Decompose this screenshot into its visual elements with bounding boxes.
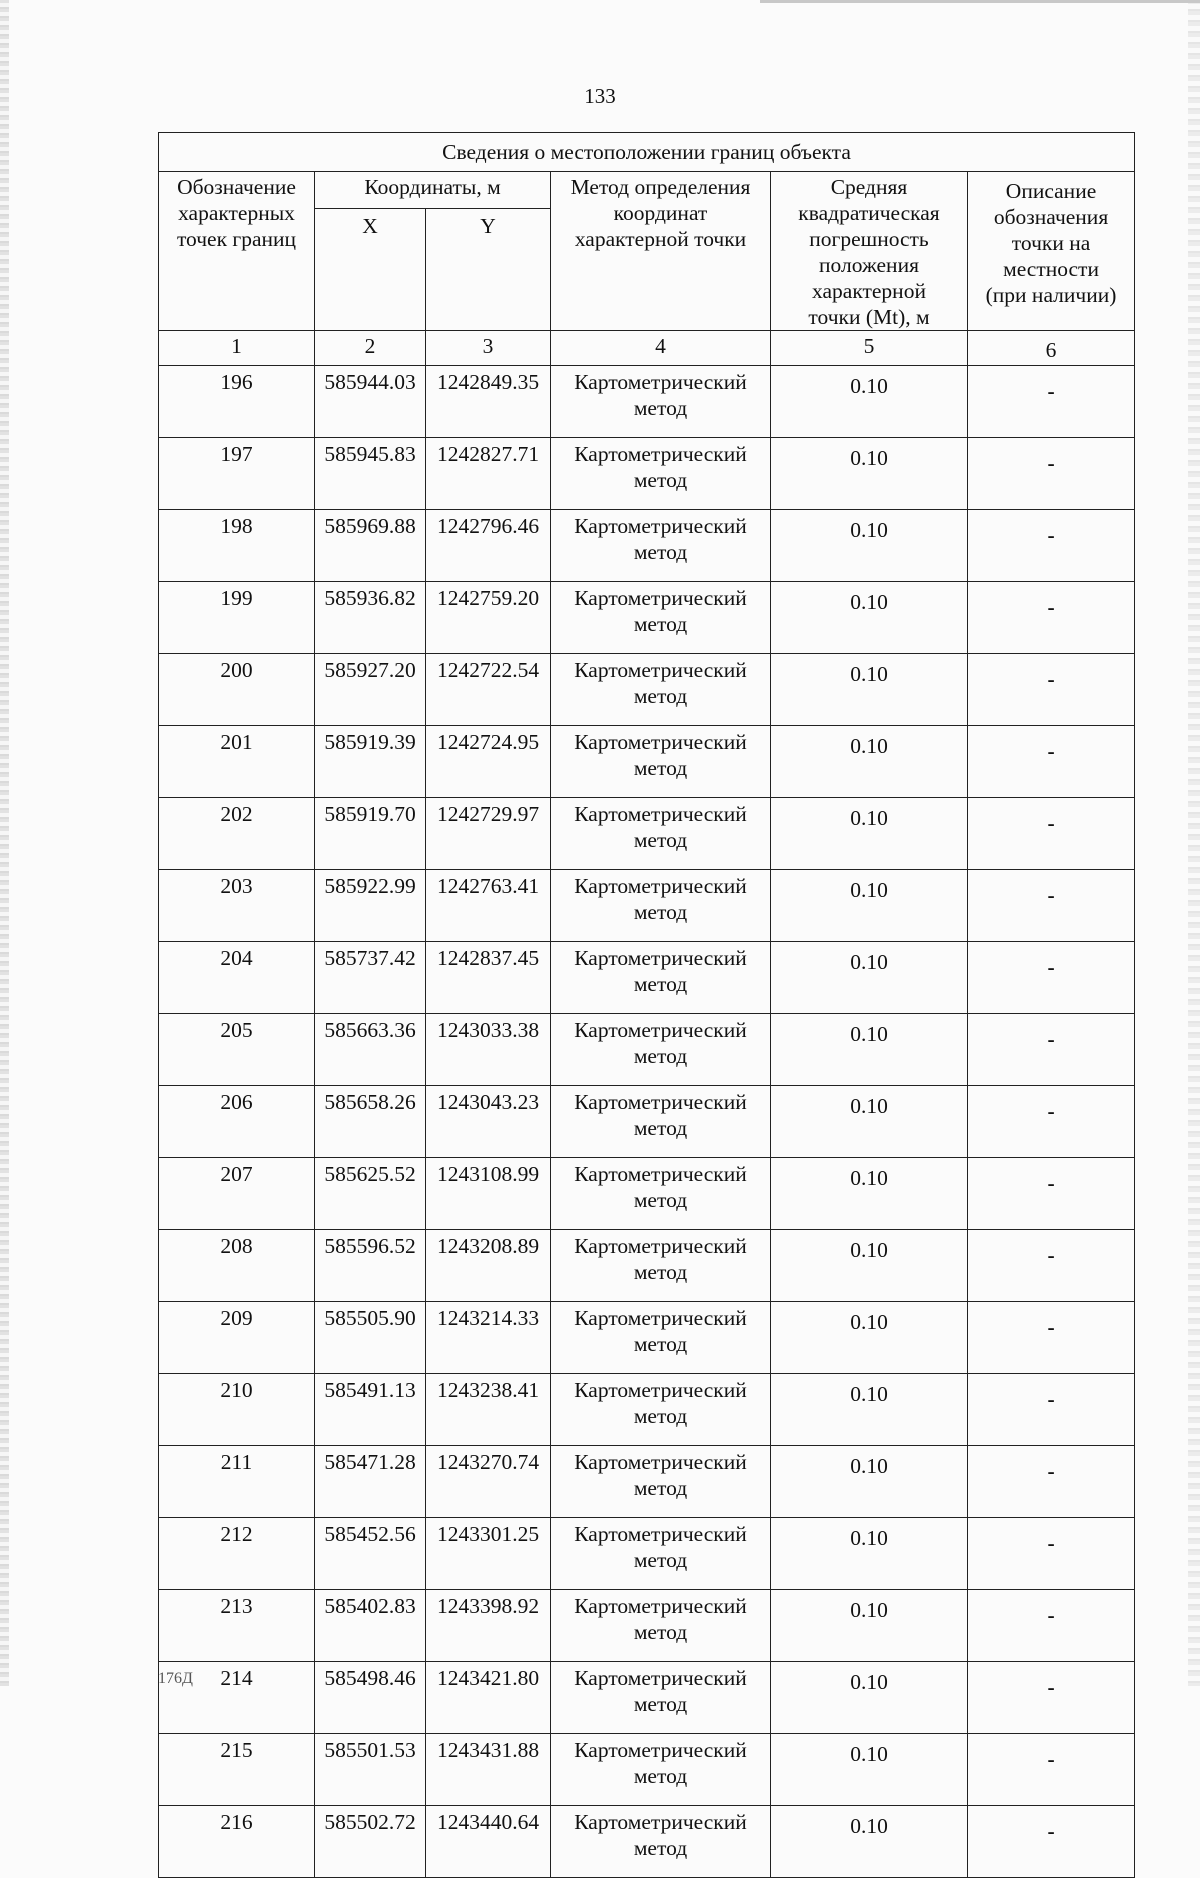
y-coordinate-cell: 1243440.64: [426, 1806, 551, 1878]
x-coordinate-cell: 585625.52: [315, 1158, 426, 1230]
y-coordinate-cell: 1243238.41: [426, 1374, 551, 1446]
footer-mark: 176Д: [158, 1670, 193, 1687]
description-cell: -: [968, 1590, 1135, 1662]
description-cell: -: [968, 654, 1135, 726]
mt-cell: 0.10: [771, 870, 968, 942]
method-cell: Картометрический метод: [551, 726, 771, 798]
mt-cell: 0.10: [771, 1374, 968, 1446]
table-row: [159, 870, 1135, 942]
mt-cell: 0.10: [771, 438, 968, 510]
header-line: Обозначение: [177, 175, 296, 199]
table-row: [159, 1446, 1135, 1518]
description-cell: -: [968, 1518, 1135, 1590]
method-cell: Картометрический метод: [551, 870, 771, 942]
y-coordinate-cell: 1243421.80: [426, 1662, 551, 1734]
header-line: местности: [1003, 257, 1099, 281]
method-cell: Картометрический метод: [551, 1446, 771, 1518]
method-cell: Картометрический метод: [551, 1662, 771, 1734]
x-coordinate-cell: 585922.99: [315, 870, 426, 942]
y-coordinate-cell: 1242759.20: [426, 582, 551, 654]
method-cell: Картометрический метод: [551, 1014, 771, 1086]
description-cell: -: [968, 510, 1135, 582]
description-cell: -: [968, 726, 1135, 798]
header-line: точек границ: [176, 227, 297, 251]
description-cell: -: [968, 582, 1135, 654]
point-label-cell: 202: [159, 798, 315, 870]
point-label-cell: 204: [159, 942, 315, 1014]
description-cell: -: [968, 1374, 1135, 1446]
mt-cell: 0.10: [771, 1734, 968, 1806]
y-coordinate-cell: 1243208.89: [426, 1230, 551, 1302]
mt-cell: 0.10: [771, 1014, 968, 1086]
description-cell: -: [968, 1230, 1135, 1302]
column-number-row: [159, 331, 1135, 366]
table-title: Сведения о местоположении границ объекта: [159, 133, 1135, 172]
method-cell: Картометрический метод: [551, 654, 771, 726]
y-coordinate-cell: 1242724.95: [426, 726, 551, 798]
table-row: [159, 1590, 1135, 1662]
x-coordinate-cell: 585471.28: [315, 1446, 426, 1518]
point-label-cell: 196: [159, 366, 315, 438]
method-cell: Картометрический метод: [551, 1734, 771, 1806]
boundary-coordinates-table: [158, 132, 1135, 1878]
mt-cell: 0.10: [771, 1446, 968, 1518]
y-coordinate-cell: 1242827.71: [426, 438, 551, 510]
y-coordinate-cell: 1243033.38: [426, 1014, 551, 1086]
method-cell: Картометрический метод: [551, 366, 771, 438]
method-cell: Картометрический метод: [551, 942, 771, 1014]
x-coordinate-cell: 585491.13: [315, 1374, 426, 1446]
header-method: [551, 172, 771, 331]
header-point-label: [159, 172, 315, 331]
point-label-cell: 205: [159, 1014, 315, 1086]
header-line: Метод определения: [570, 175, 751, 199]
y-coordinate-cell: 1243214.33: [426, 1302, 551, 1374]
table-row: [159, 1662, 1135, 1734]
column-number: 4: [551, 331, 771, 366]
method-cell: Картометрический метод: [551, 1158, 771, 1230]
scan-left-edge: [0, 0, 9, 1686]
x-coordinate-cell: 585658.26: [315, 1086, 426, 1158]
method-cell: Картометрический метод: [551, 510, 771, 582]
header-point-label-lines: [163, 174, 310, 252]
header-x: X: [315, 209, 426, 331]
table-row: [159, 726, 1135, 798]
x-coordinate-cell: 585505.90: [315, 1302, 426, 1374]
header-mt-lines: [775, 174, 963, 330]
point-label-cell: 198: [159, 510, 315, 582]
method-cell: Картометрический метод: [551, 1374, 771, 1446]
mt-cell: 0.10: [771, 510, 968, 582]
x-coordinate-cell: 585502.72: [315, 1806, 426, 1878]
x-coordinate-cell: 585501.53: [315, 1734, 426, 1806]
header-description-lines: [972, 178, 1130, 308]
point-label-cell: 216: [159, 1806, 315, 1878]
x-coordinate-cell: 585936.82: [315, 582, 426, 654]
x-coordinate-cell: 585919.39: [315, 726, 426, 798]
method-cell: Картометрический метод: [551, 1086, 771, 1158]
y-coordinate-cell: 1242796.46: [426, 510, 551, 582]
point-label-cell: 203: [159, 870, 315, 942]
point-label-cell: 211: [159, 1446, 315, 1518]
point-label-cell: 210: [159, 1374, 315, 1446]
method-cell: Картометрический метод: [551, 582, 771, 654]
header-y: Y: [426, 209, 551, 331]
method-cell: Картометрический метод: [551, 1806, 771, 1878]
description-cell: -: [968, 870, 1135, 942]
point-label-cell: 213: [159, 1590, 315, 1662]
column-number: 6: [968, 331, 1135, 366]
point-label-cell: 207: [159, 1158, 315, 1230]
method-cell: Картометрический метод: [551, 1590, 771, 1662]
header-line: координат: [613, 201, 708, 225]
page-number: 133: [584, 84, 616, 108]
scan-right-edge: [1188, 0, 1200, 1686]
description-cell: -: [968, 1662, 1135, 1734]
description-cell: -: [968, 1014, 1135, 1086]
mt-cell: 0.10: [771, 942, 968, 1014]
mt-cell: 0.10: [771, 1806, 968, 1878]
header-line: характерной: [812, 279, 926, 303]
column-number: 3: [426, 331, 551, 366]
description-cell: -: [968, 1086, 1135, 1158]
y-coordinate-cell: 1243431.88: [426, 1734, 551, 1806]
table-row: [159, 798, 1135, 870]
header-line: обозначения: [993, 205, 1109, 229]
mt-cell: 0.10: [771, 726, 968, 798]
x-coordinate-cell: 585969.88: [315, 510, 426, 582]
scan-top-edge: [760, 0, 1200, 3]
y-coordinate-cell: 1242849.35: [426, 366, 551, 438]
description-cell: -: [968, 1734, 1135, 1806]
point-label-cell: 209: [159, 1302, 315, 1374]
header-line: Описание: [1005, 179, 1097, 203]
header-line: точки на: [1011, 231, 1091, 255]
x-coordinate-cell: 585498.46: [315, 1662, 426, 1734]
y-coordinate-cell: 1243043.23: [426, 1086, 551, 1158]
point-label-cell: 214: [159, 1662, 315, 1734]
header-line: положения: [819, 253, 919, 277]
table-row: [159, 1518, 1135, 1590]
table-row: [159, 1230, 1135, 1302]
header-description: [968, 172, 1135, 331]
y-coordinate-cell: 1242729.97: [426, 798, 551, 870]
header-line: (при наличии): [985, 283, 1117, 307]
y-coordinate-cell: 1243270.74: [426, 1446, 551, 1518]
column-number: 2: [315, 331, 426, 366]
method-cell: Картометрический метод: [551, 798, 771, 870]
column-number: 1: [159, 331, 315, 366]
y-coordinate-cell: 1242722.54: [426, 654, 551, 726]
table-row: [159, 1158, 1135, 1230]
header-method-lines: [555, 174, 766, 252]
header-mt: [771, 172, 968, 331]
method-cell: Картометрический метод: [551, 1518, 771, 1590]
method-cell: Картометрический метод: [551, 1230, 771, 1302]
header-line: погрешность: [809, 227, 929, 251]
table-row: [159, 1014, 1135, 1086]
header-line: точки (Mt), м: [808, 305, 930, 329]
table-row: [159, 1374, 1135, 1446]
mt-cell: 0.10: [771, 1518, 968, 1590]
x-coordinate-cell: 585452.56: [315, 1518, 426, 1590]
description-cell: -: [968, 1446, 1135, 1518]
y-coordinate-cell: 1243301.25: [426, 1518, 551, 1590]
description-cell: -: [968, 1806, 1135, 1878]
mt-cell: 0.10: [771, 366, 968, 438]
y-coordinate-cell: 1242763.41: [426, 870, 551, 942]
header-coordinates: Координаты, м: [315, 172, 551, 209]
description-cell: -: [968, 1302, 1135, 1374]
column-number: 5: [771, 331, 968, 366]
description-cell: -: [968, 1158, 1135, 1230]
table-row: [159, 1302, 1135, 1374]
description-cell: -: [968, 366, 1135, 438]
y-coordinate-cell: 1243108.99: [426, 1158, 551, 1230]
point-label-cell: 206: [159, 1086, 315, 1158]
point-label-cell: 197: [159, 438, 315, 510]
x-coordinate-cell: 585944.03: [315, 366, 426, 438]
description-cell: -: [968, 438, 1135, 510]
mt-cell: 0.10: [771, 1302, 968, 1374]
mt-cell: 0.10: [771, 582, 968, 654]
table-row: [159, 654, 1135, 726]
table-row: [159, 510, 1135, 582]
x-coordinate-cell: 585945.83: [315, 438, 426, 510]
table-row: [159, 366, 1135, 438]
table-row: [159, 1806, 1135, 1878]
point-label-cell: 208: [159, 1230, 315, 1302]
x-coordinate-cell: 585596.52: [315, 1230, 426, 1302]
method-cell: Картометрический метод: [551, 1302, 771, 1374]
method-cell: Картометрический метод: [551, 438, 771, 510]
x-coordinate-cell: 585663.36: [315, 1014, 426, 1086]
y-coordinate-cell: 1243398.92: [426, 1590, 551, 1662]
point-label-cell: 215: [159, 1734, 315, 1806]
description-cell: -: [968, 942, 1135, 1014]
table-row: [159, 438, 1135, 510]
point-label-cell: 201: [159, 726, 315, 798]
table-row: [159, 582, 1135, 654]
y-coordinate-cell: 1242837.45: [426, 942, 551, 1014]
x-coordinate-cell: 585927.20: [315, 654, 426, 726]
point-label-cell: 200: [159, 654, 315, 726]
table-row: [159, 1086, 1135, 1158]
mt-cell: 0.10: [771, 1590, 968, 1662]
mt-cell: 0.10: [771, 798, 968, 870]
point-label-cell: 212: [159, 1518, 315, 1590]
x-coordinate-cell: 585402.83: [315, 1590, 426, 1662]
header-line: характерной точки: [574, 227, 747, 251]
header-line: квадратическая: [798, 201, 940, 225]
mt-cell: 0.10: [771, 1158, 968, 1230]
mt-cell: 0.10: [771, 1662, 968, 1734]
mt-cell: 0.10: [771, 1230, 968, 1302]
mt-cell: 0.10: [771, 1086, 968, 1158]
description-cell: -: [968, 798, 1135, 870]
x-coordinate-cell: 585919.70: [315, 798, 426, 870]
header-line: Средняя: [830, 175, 908, 199]
header-line: характерных: [178, 201, 295, 225]
point-label-cell: 199: [159, 582, 315, 654]
table-row: [159, 942, 1135, 1014]
x-coordinate-cell: 585737.42: [315, 942, 426, 1014]
mt-cell: 0.10: [771, 654, 968, 726]
table-row: [159, 1734, 1135, 1806]
